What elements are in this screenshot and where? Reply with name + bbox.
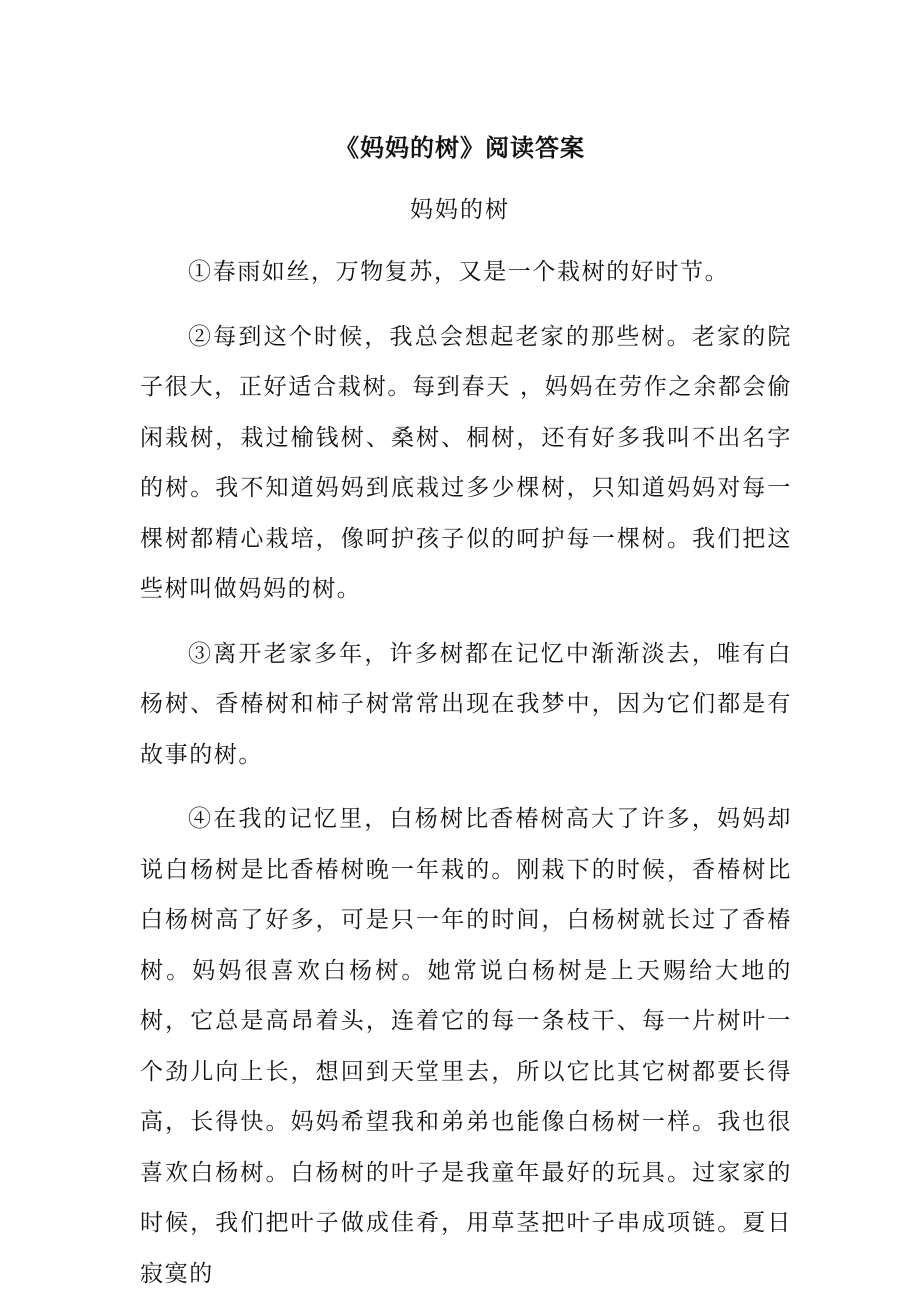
paragraph-1: ①春雨如丝，万物复苏，又是一个栽树的好时节。 (188, 259, 730, 285)
paragraph-2: ②每到这个时候，我总会想起老家的那些树。老家的院子很大，正好适合栽树。每到春天 ，妈妈在劳作之余都会偷闲栽树，栽过榆钱树、桑树、桐树，还有好多我叫不出名字的树。我不知道妈妈到底栽过多少棵树，只知道妈妈对每一棵树都精心栽培，像呵护孩子似的呵护每一棵树。我们把这些树叫做妈妈的树。 (140, 323, 792, 602)
article-body (140, 247, 792, 1313)
paragraph-4: ④在我的记忆里，白杨树比香椿树高大了许多，妈妈却说白杨树是比香椿树晚一年栽的。刚栽下的时候，香椿树比白杨树高了好多，可是只一年的时间，白杨树就长过了香椿树。妈妈很喜欢白杨树。她常说白杨树是上天赐给大地的树，它总是高昂着头，连着它的每一条枝干、每一片树叶一个劲儿向上长，想回到天堂里去，所以它比其它树都要长得高，长得快。妈妈希望我和弟弟也能像白杨树一样。我也很喜欢白杨树。白杨树的叶子是我童年最好的玩具。过家家的时候，我们把叶子做成佳肴，用草茎把叶子串成项链。夏日寂寞的 (140, 806, 792, 1287)
article-title: 妈妈的树 (410, 197, 510, 223)
document-title: 《妈妈的树》阅读答案 (335, 133, 585, 162)
paragraph-3: ③离开老家多年，许多树都在记忆中渐渐淡去，唯有白杨树、香椿树和柿子树常常出现在我梦中，因为它们都是有故事的树。 (140, 640, 792, 768)
